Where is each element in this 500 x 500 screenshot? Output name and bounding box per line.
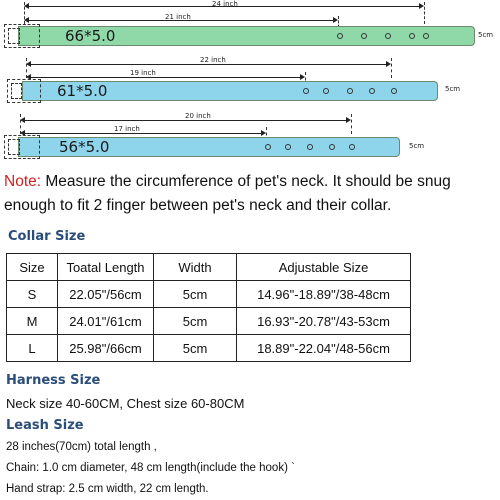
leash-line: Hand strap: 2.5 cm width, 22 cm length. [6,483,209,495]
table-cell: 5cm [154,281,237,308]
table-header-cell: Width [154,254,237,281]
table-cell: 18.89"-22.04"/48-56cm [237,335,411,362]
strap-hole [285,144,291,150]
note-prefix: Note: [4,173,42,190]
strap-hole [385,33,391,39]
table-cell: L [7,335,58,362]
total-length-label: 20 inch [185,112,211,120]
table-cell: 16.93"-20.78"/43-53cm [237,308,411,335]
note-paragraph [4,170,498,218]
adjust-length-label: 21 inch [165,13,191,21]
table-cell: 22.05"/56cm [58,281,154,308]
table-row [7,281,411,308]
table-header-cell: Toatal Length [58,254,154,281]
strap-hole [361,33,367,39]
strap-hole [323,88,329,94]
collar-strap [22,81,438,101]
collar-strap [18,26,475,46]
strap-hole [369,88,375,94]
collar-size-heading: Collar Size [8,229,86,244]
note-text: Measure the circumference of pet's neck. It should be snug enough to fit 2 finger between pet's neck and their collar. [4,173,451,214]
strap-hole [265,144,271,150]
table-cell: S [7,281,58,308]
width-label: 5cm [478,31,494,39]
table-header-row [7,254,411,281]
table-cell: M [7,308,58,335]
harness-size-text: Neck size 40-60CM, Chest size 60-80CM [6,396,245,411]
leash-line: 28 inches(70cm) total length , [6,441,157,453]
table-row [7,335,411,362]
width-label: 5cm [445,85,461,93]
leash-size-heading: Leash Size [6,418,84,433]
strap-hole [329,144,335,150]
collar-size-label: 61*5.0 [57,82,108,100]
width-label: 5cm [409,142,425,150]
harness-size-heading: Harness Size [6,373,101,388]
table-cell: 5cm [154,308,237,335]
adjust-length-label: 17 inch [114,125,140,133]
collar-size-label: 66*5.0 [65,27,116,45]
total-length-label: 24 inch [212,0,238,8]
total-length-label: 22 inch [200,56,226,64]
table-header-cell: Size [7,254,58,281]
table-cell: 5cm [154,335,237,362]
strap-hole [349,144,355,150]
table-row [7,308,411,335]
strap-hole [409,33,415,39]
adjust-length-label: 19 inch [130,69,156,77]
strap-hole [337,33,343,39]
strap-hole [347,88,353,94]
strap-hole [303,88,309,94]
leash-line: Chain: 1.0 cm diameter, 48 cm length(include the hook) ` [6,462,295,474]
table-cell: 24.01"/61cm [58,308,154,335]
collar-size-label: 56*5.0 [59,138,110,156]
table-header-cell: Adjustable Size [237,254,411,281]
strap-hole [423,33,429,39]
table-cell: 14.96"-18.89"/38-48cm [237,281,411,308]
strap-hole [307,144,313,150]
strap-hole [391,88,397,94]
table-cell: 25.98"/66cm [58,335,154,362]
collar-size-table [6,253,411,362]
collar-strap [18,137,400,157]
